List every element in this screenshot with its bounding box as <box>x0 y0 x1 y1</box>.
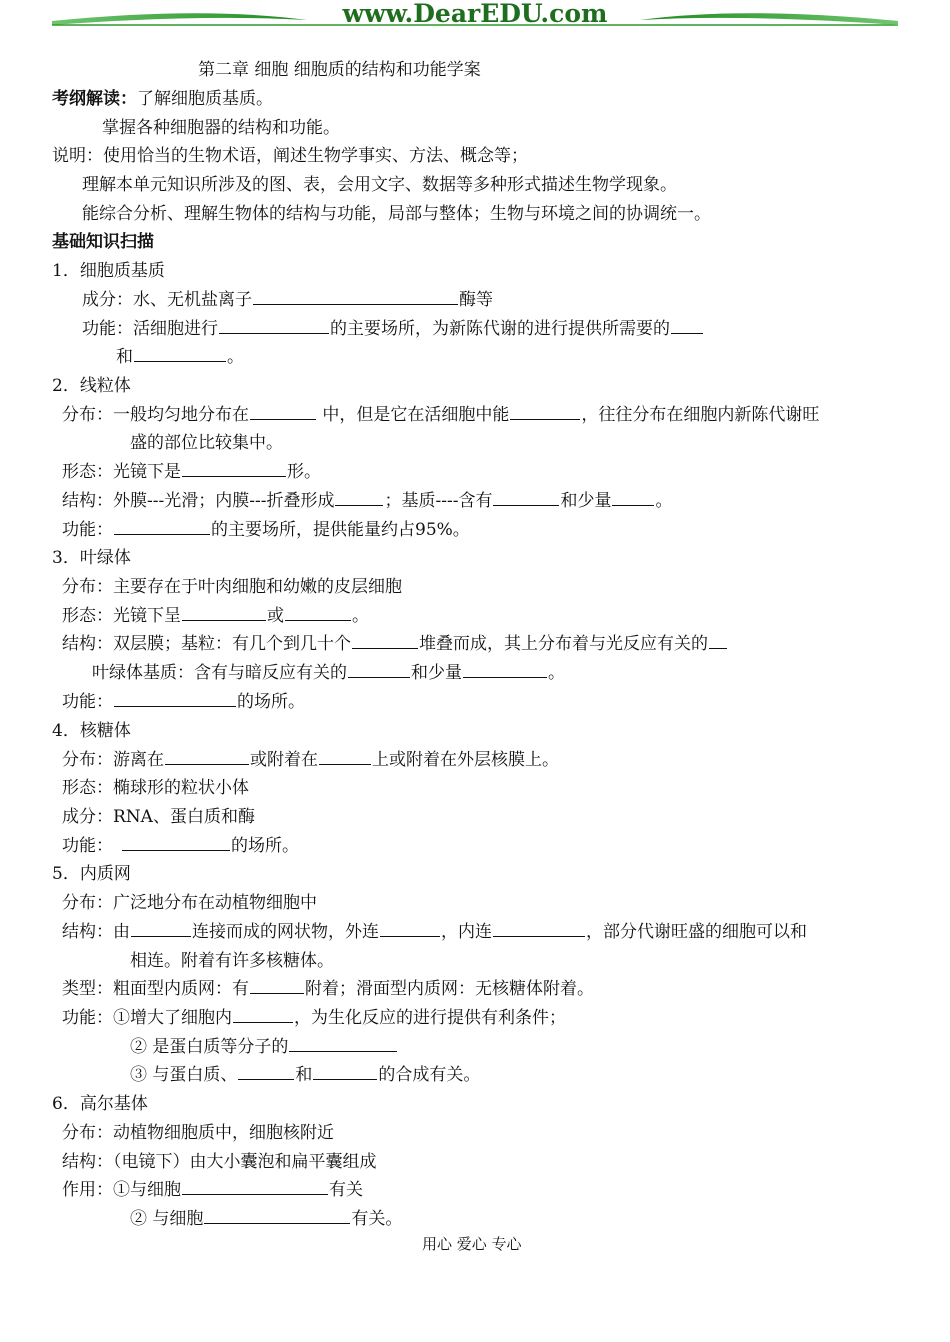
s5-heading: 5．内质网 <box>52 864 131 884</box>
blank[interactable] <box>380 921 440 937</box>
page-title: 第二章 细胞 细胞质的结构和功能学案 <box>198 60 481 80</box>
site-logo: www.DearEDU.com <box>342 0 608 28</box>
header-banner <box>52 0 898 40</box>
s4-chengfen: 成分：RNA、蛋白质和酶 <box>62 807 255 827</box>
s5-fenbu: 分布：广泛地分布在动植物细胞中 <box>62 893 317 913</box>
s1-gongneng-cont: 和 。 <box>116 347 244 367</box>
s3-jiegou: 结构：双层膜；基粒：有几个到几十个 堆叠而成，其上分布着与光反应有关的 <box>62 633 728 655</box>
blank[interactable] <box>182 605 266 621</box>
blank[interactable] <box>612 490 654 506</box>
s5-leixing: 类型：粗面型内质网：有 附着；滑面型内质网：无核糖体附着。 <box>62 979 594 999</box>
kaogang-line-3: 说明：使用恰当的生物术语，阐述生物学事实、方法、概念等； <box>52 146 528 166</box>
blank[interactable] <box>319 749 371 765</box>
s1-heading: 1．细胞质基质 <box>52 261 165 281</box>
blank[interactable] <box>233 1007 293 1023</box>
kaogang-line-2: 掌握各种细胞器的结构和功能。 <box>102 118 340 138</box>
blank[interactable] <box>493 490 559 506</box>
s3-gongneng: 功能： 的场所。 <box>62 692 305 712</box>
s5-gongneng-3: ③ 与蛋白质、 和 的合成有关。 <box>130 1065 481 1085</box>
s5-jiegou-cont: 相连。附着有许多核糖体。 <box>130 951 334 971</box>
page-footer: 用心 爱心 专心 <box>422 1235 522 1253</box>
s5-jiegou: 结构：由 连接而成的网状物，外连 ，内连 ，部分代谢旺盛的细胞可以和 <box>62 922 807 942</box>
blank[interactable] <box>182 461 286 477</box>
kaogang-line-5: 能综合分析、理解生物体的结构与功能，局部与整体；生物与环境之间的协调统一。 <box>82 204 711 224</box>
s5-gongneng-2: ② 是蛋白质等分子的 <box>130 1036 398 1058</box>
s6-zuoyong-2: ② 与细胞 有关。 <box>130 1209 403 1229</box>
blank[interactable] <box>131 921 191 937</box>
blank[interactable] <box>114 519 210 535</box>
s4-fenbu: 分布：游离在 或附着在 上或附着在外层核膜上。 <box>62 750 559 770</box>
blank[interactable] <box>238 1064 294 1080</box>
blank[interactable] <box>204 1208 350 1224</box>
s6-heading: 6．高尔基体 <box>52 1094 148 1114</box>
s4-xingtai: 形态：椭球形的粒状小体 <box>62 778 249 798</box>
kaogang-line-1: 考纲解读：了解细胞质基质。 <box>52 89 273 109</box>
s2-gongneng: 功能： 的主要场所，提供能量约占95%。 <box>62 520 470 540</box>
blank[interactable] <box>463 662 547 678</box>
blank[interactable] <box>250 404 316 420</box>
blank[interactable] <box>114 691 236 707</box>
blank[interactable] <box>709 633 727 649</box>
s1-chengfen: 成分：水、无机盐离子 酶等 <box>82 290 493 310</box>
blank[interactable] <box>219 318 329 334</box>
s2-xingtai: 形态：光镜下是 形。 <box>62 462 321 482</box>
blank[interactable] <box>335 490 383 506</box>
s2-fenbu: 分布：一般均匀地分布在 中，但是它在活细胞中能 ，往往分布在细胞内新陈代谢旺 <box>62 405 820 425</box>
s4-gongneng: 功能： 的场所。 <box>62 836 299 856</box>
blank[interactable] <box>122 835 230 851</box>
blank[interactable] <box>285 605 351 621</box>
blank[interactable] <box>134 346 226 362</box>
blank[interactable] <box>250 978 304 994</box>
s2-fenbu-cont: 盛的部位比较集中。 <box>130 433 283 453</box>
s3-jizhi: 叶绿体基质：含有与暗反应有关的 和少量 。 <box>92 663 565 683</box>
blank[interactable] <box>671 318 703 334</box>
kaogang-line-4: 理解本单元知识所涉及的图、表，会用文字、数据等多种形式描述生物学现象。 <box>82 175 677 195</box>
blank[interactable] <box>352 633 418 649</box>
blank[interactable] <box>182 1179 328 1195</box>
s3-fenbu: 分布：主要存在于叶肉细胞和幼嫩的皮层细胞 <box>62 577 402 597</box>
blank[interactable] <box>253 289 458 305</box>
blank[interactable] <box>493 921 585 937</box>
s5-gongneng-1: 功能：①增大了细胞内 ，为生化反应的进行提供有利条件； <box>62 1008 566 1028</box>
s3-heading: 3．叶绿体 <box>52 548 131 568</box>
blank[interactable] <box>165 749 249 765</box>
blank[interactable] <box>348 662 410 678</box>
s3-xingtai: 形态：光镜下呈 或 。 <box>62 606 369 626</box>
section-title: 基础知识扫描 <box>52 232 154 252</box>
blank[interactable] <box>313 1064 377 1080</box>
s6-jiegou: 结构：（电镜下）由大小囊泡和扁平囊组成 <box>62 1152 377 1172</box>
s1-gongneng: 功能：活细胞进行 的主要场所，为新陈代谢的进行提供所需要的 <box>82 318 704 340</box>
blank[interactable] <box>289 1036 397 1052</box>
s2-heading: 2．线粒体 <box>52 376 131 396</box>
s4-heading: 4．核糖体 <box>52 721 131 741</box>
s6-zuoyong-1: 作用：①与细胞 有关 <box>62 1180 363 1200</box>
s6-fenbu: 分布：动植物细胞质中，细胞核附近 <box>62 1123 334 1143</box>
blank[interactable] <box>510 404 580 420</box>
s2-jiegou: 结构：外膜---光滑；内膜---折叠形成 ；基质----含有 和少量 。 <box>62 491 673 511</box>
